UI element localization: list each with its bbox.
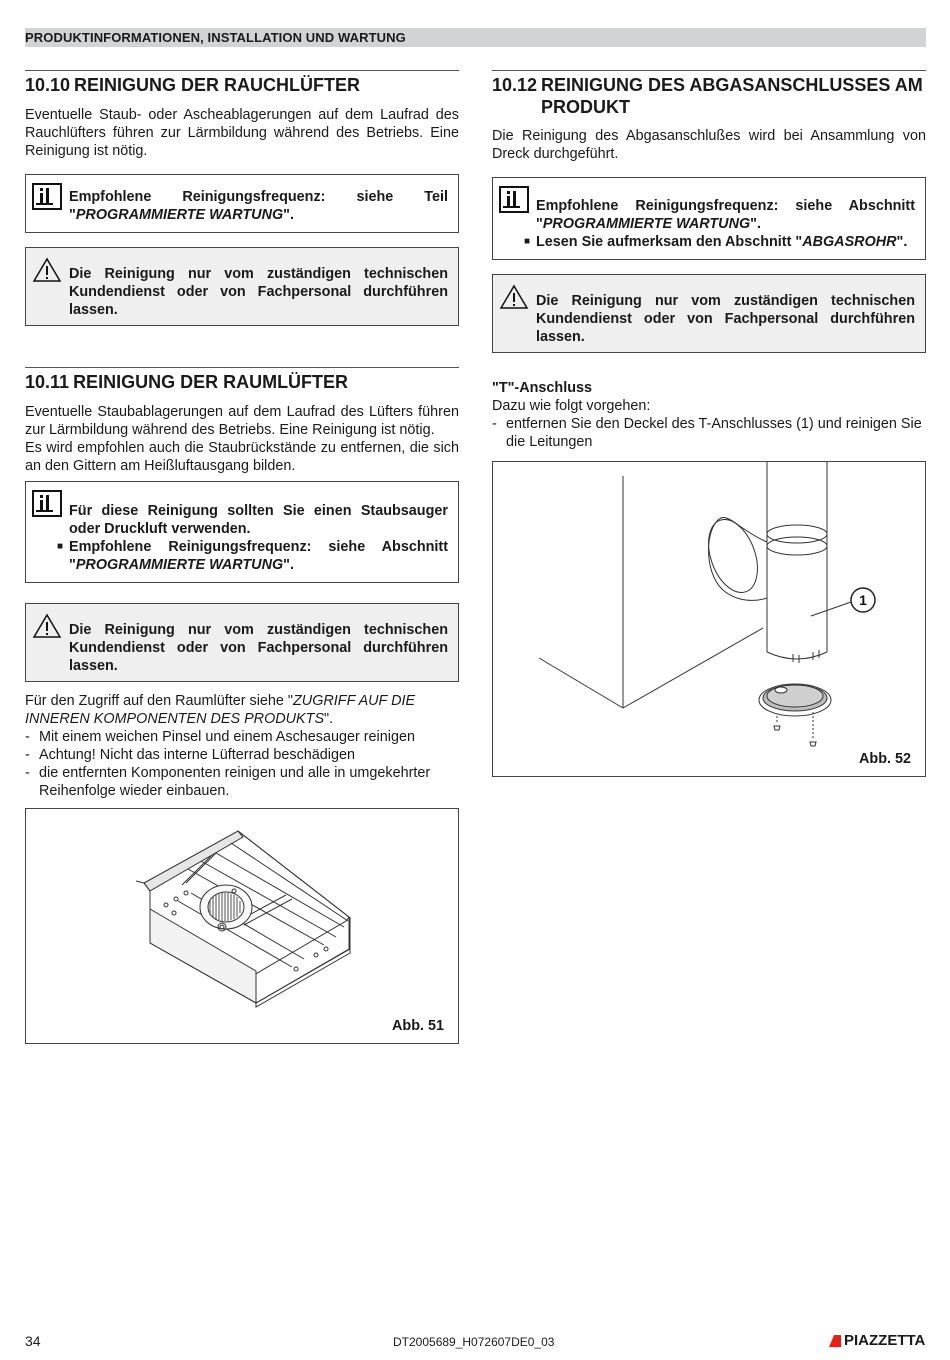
subheading: "T"-Anschluss	[492, 380, 593, 396]
warning-icon	[32, 257, 62, 288]
paragraph: Eventuelle Staubablagerungen auf dem Laufrad des Lüfters führen zur Lärmbildung während des Betriebs. Eine Reinigung ist nötig.	[25, 404, 459, 438]
info-bullet: ■ Empfohlene Reinigungsfrequenz: siehe Abschnitt "PROGRAMMIERTE WARTUNG".	[57, 539, 448, 573]
warning-box	[25, 603, 459, 682]
brand-mark-icon	[828, 1334, 842, 1348]
brand-logo	[828, 1332, 925, 1349]
list-item: - Mit einem weichen Pinsel und einem Aschesauger reinigen	[25, 729, 415, 745]
info-icon	[32, 490, 62, 522]
info-text: Empfohlene Reinigungsfrequenz: siehe Abschnitt "	[536, 198, 915, 232]
info-box	[25, 481, 459, 583]
list-item: - entfernen Sie den Deckel des T-Anschlusses (1) und reinigen Sie die Leitungen	[492, 416, 922, 450]
step-list	[25, 728, 459, 800]
section-number: 10.12	[492, 75, 538, 95]
info-text-end: ".	[283, 207, 294, 223]
access-ref: ZUGRIFF AUF DIE INNEREN KOMPONENTEN DES PRODUKTS	[25, 693, 416, 727]
info-ref: PROGRAMMIERTE WARTUNG	[75, 557, 284, 573]
warning-text: Die Reinigung nur vom zuständigen technischen Kundendienst oder von Fachpersonal durchführen lassen.	[536, 293, 915, 345]
left-column	[25, 70, 459, 1044]
paragraph: Dazu wie folgt vorgehen:	[492, 398, 651, 414]
step-list	[492, 415, 926, 451]
warning-text: Die Reinigung nur vom zuständigen technischen Kundendienst oder von Fachpersonal durchführen lassen.	[69, 266, 448, 318]
fan-drawer-illustration	[26, 809, 458, 1043]
section-heading: REINIGUNG DER RAUMLÜFTER	[73, 372, 349, 392]
paragraph: Es wird empfohlen auch die Staubrückstände zu entfernen, die sich an den Gittern am Heißluftausgang bilden.	[25, 440, 459, 474]
warning-box	[25, 247, 459, 326]
list-item: - die entfernten Komponenten reinigen und alle in umgekehrter Reihenfolge wieder einbauen.	[25, 765, 431, 799]
section-title-10-12	[492, 70, 926, 118]
info-text: Empfohlene Reinigungsfrequenz: siehe Teil "	[69, 189, 448, 223]
paragraph: Eventuelle Staub- oder Ascheablagerungen auf dem Laufrad des Rauchlüfters führen zur Lärmbildung während des Betriebs. Eine Reinigung ist nötig.	[25, 107, 459, 159]
callout-number: 1	[859, 592, 867, 608]
info-text: Empfohlene Reinigungsfrequenz: siehe Abschnitt "	[69, 539, 448, 573]
info-ref: ABGASROHR	[802, 234, 897, 250]
brand-name: PIAZZETTA	[844, 1332, 926, 1349]
warning-icon	[32, 613, 62, 644]
page-number: 34	[25, 1333, 41, 1349]
info-text: Lesen Sie aufmerksam den Abschnitt "	[536, 234, 803, 250]
t-connector-illustration	[493, 462, 925, 776]
info-text-end: ".	[750, 216, 761, 232]
figure-52	[492, 461, 926, 777]
info-icon	[499, 186, 529, 218]
info-box	[25, 174, 459, 233]
paragraph: Die Reinigung des Abgasanschlußes wird bei Ansammlung von Dreck durchgeführt.	[492, 128, 926, 162]
info-text-end: ".	[283, 557, 294, 573]
warning-box	[492, 274, 926, 353]
figure-caption: Abb. 52	[859, 751, 911, 767]
figure-caption: Abb. 51	[392, 1018, 444, 1034]
doc-code: DT2005689_H072607DE0_03	[393, 1335, 555, 1349]
section-title-10-10	[25, 70, 459, 96]
figure-51	[25, 808, 459, 1044]
info-box	[492, 177, 926, 260]
right-column	[492, 70, 926, 777]
info-text-end: ".	[896, 234, 908, 250]
info-text: Für diese Reinigung sollten Sie einen Staubsauger oder Druckluft verwenden.	[69, 503, 448, 537]
info-bullet: ■ Lesen Sie aufmerksam den Abschnitt "ABGASROHR".	[524, 234, 908, 250]
warning-icon	[499, 284, 529, 315]
section-heading: REINIGUNG DER RAUCHLÜFTER	[74, 75, 361, 95]
info-ref: PROGRAMMIERTE WARTUNG	[542, 216, 751, 232]
info-ref: PROGRAMMIERTE WARTUNG	[75, 207, 284, 223]
header-title: PRODUKTINFORMATIONEN, INSTALLATION UND WARTUNG	[25, 30, 406, 45]
access-text-end: ".	[324, 711, 334, 727]
info-icon	[32, 183, 62, 215]
header-bar	[25, 28, 926, 47]
warning-text: Die Reinigung nur vom zuständigen technischen Kundendienst oder von Fachpersonal durchführen lassen.	[69, 622, 448, 674]
section-title-10-11	[25, 367, 459, 393]
paragraph	[25, 692, 459, 728]
section-number: 10.10	[25, 75, 71, 95]
list-item: - Achtung! Nicht das interne Lüfterrad beschädigen	[25, 747, 355, 763]
section-heading: REINIGUNG DES ABGASANSCHLUSSES AM PRODUKT	[541, 75, 923, 117]
access-text: Für den Zugriff auf den Raumlüfter siehe "	[25, 693, 294, 709]
section-number: 10.11	[25, 372, 70, 392]
